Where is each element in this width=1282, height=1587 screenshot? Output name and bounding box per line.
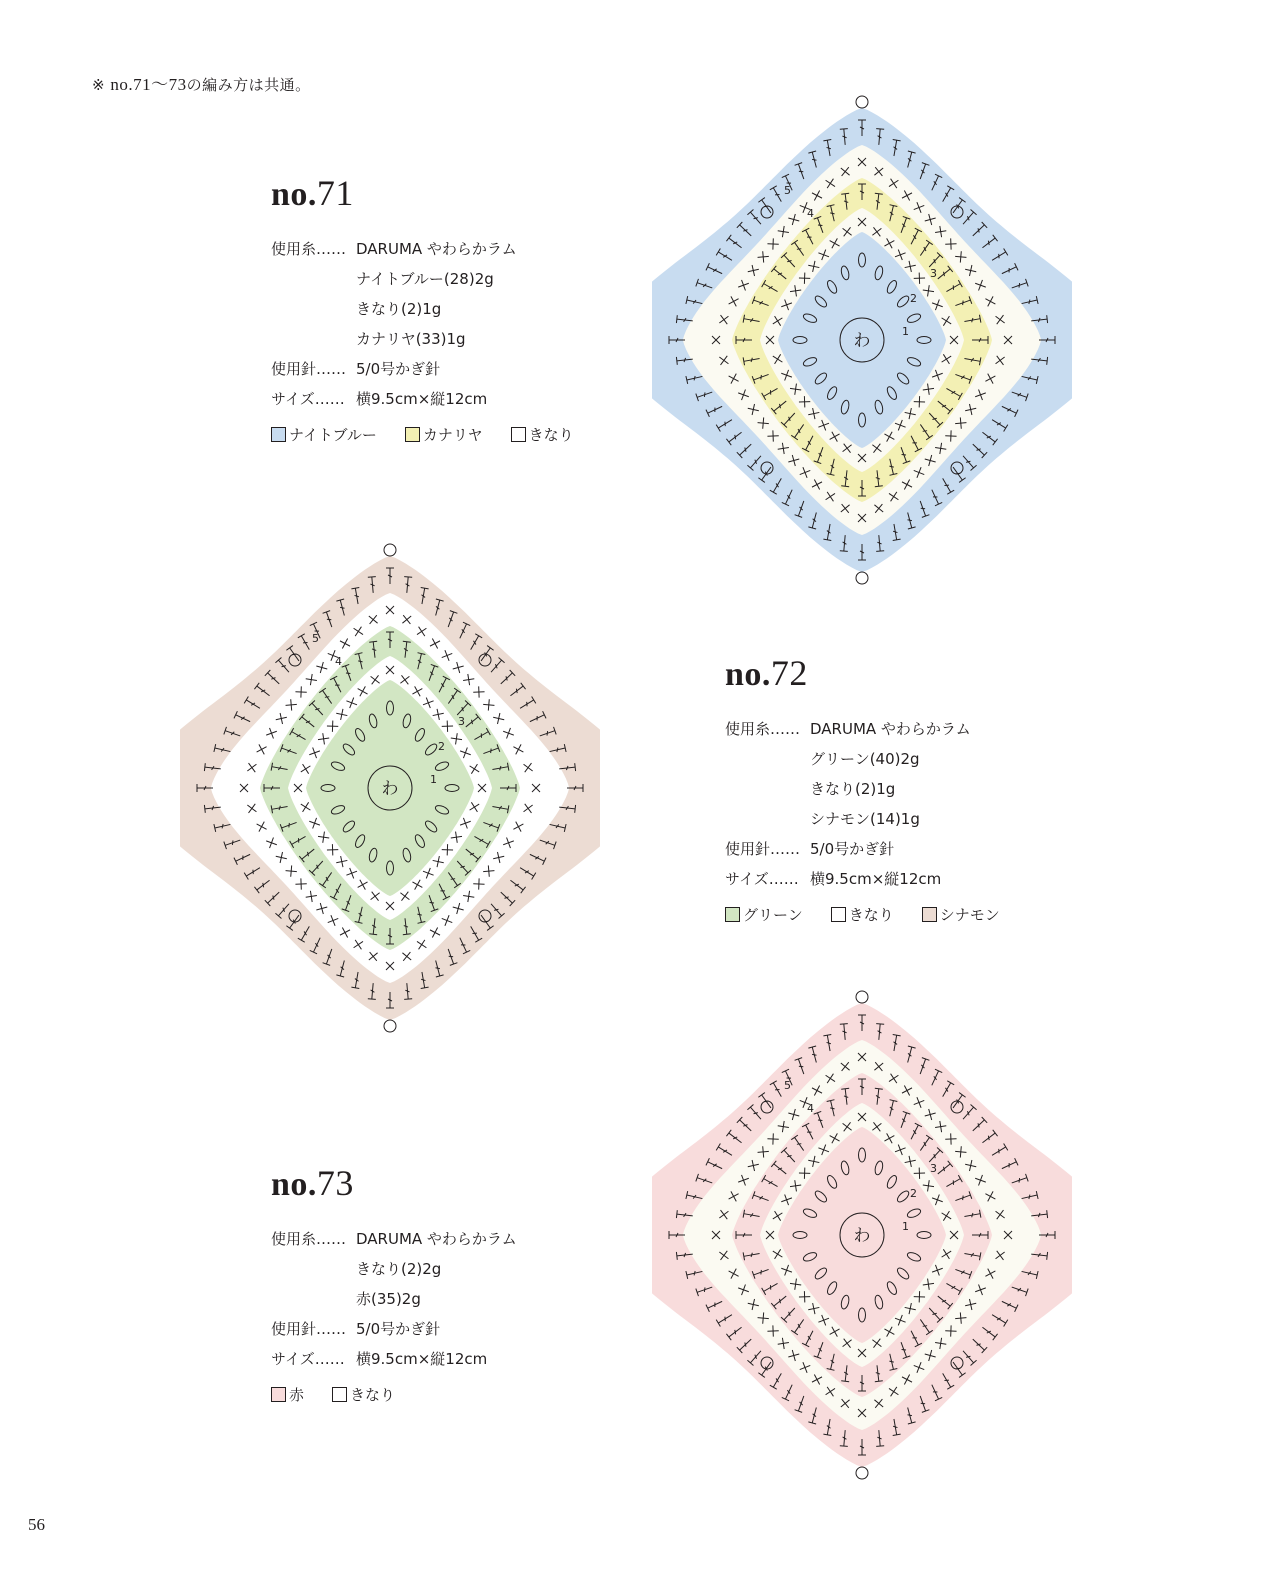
picot [384,1020,396,1032]
stitch-bar [404,999,412,1000]
color-legend [725,904,1028,925]
spec-row [271,1314,517,1344]
spec-row [271,1344,517,1374]
color-swatch [922,907,937,922]
spec-label [725,744,810,774]
color-swatch [271,1387,286,1402]
round-number-label: 1 [902,325,909,338]
round-number-label: 3 [930,267,937,280]
round-number-label: 2 [438,740,445,753]
spec-value: 横9.5cm×縦12cm [356,390,488,408]
crochet-diagram-72 [180,543,600,1033]
spec-label [271,294,356,324]
center-label: わ [853,331,871,351]
pattern-71-info [271,172,602,445]
spec-label [271,1254,356,1284]
spec-value: 5/0号かぎ針 [356,1320,441,1338]
color-swatch [831,907,846,922]
spec-row [271,1254,517,1284]
color-swatch [271,427,286,442]
spec-value: ナイトブルー(28)2g [356,270,494,288]
spec-label: 使用糸…… [271,240,347,258]
stitch-bar [840,1024,848,1025]
spec-row [725,864,1028,894]
spec-value: 横9.5cm×縦12cm [356,1350,488,1368]
spec-value: きなり(2)1g [810,780,896,798]
color-swatch [725,907,740,922]
round-number-label: 2 [910,292,917,305]
center-label: わ [381,779,399,799]
spec-label: 使用針…… [271,1320,347,1338]
stitch-bar [840,129,848,130]
spec-row [725,744,1028,774]
round-number-label: 3 [458,715,465,728]
pattern-title: no.72 [725,653,808,693]
spec-value: 5/0号かぎ針 [356,360,441,378]
spec-row [271,264,602,294]
diagram-group [180,544,600,1032]
legend-label: グリーン [743,906,803,924]
spec-value: 5/0号かぎ針 [810,840,895,858]
pattern-72-info [725,652,1028,925]
stitch-bar [404,577,412,578]
spec-label [725,774,810,804]
note-range: no.71～73 [110,75,187,94]
stitch-bar [840,1446,848,1447]
spec-label: 使用針…… [271,360,347,378]
spec-row [271,1284,517,1314]
spec-row [271,1224,517,1254]
spec-row [725,804,1028,834]
spec-row [725,834,1028,864]
spec-row [271,234,602,264]
spec-value: シナモン(14)1g [810,810,920,828]
spec-row [725,774,1028,804]
legend-label: シナモン [939,906,1000,924]
spec-label: 使用糸…… [271,1230,347,1248]
spec-label: サイズ…… [271,1350,345,1368]
legend-item [271,1384,304,1405]
picot [856,991,868,1003]
stitch-bar [840,551,848,552]
picot [856,1467,868,1479]
note-text: の編み方は共通。 [186,76,311,94]
round-number-label: 4 [335,655,342,668]
crochet-diagram-71 [652,95,1072,585]
spec-list [725,714,1028,894]
spec-label [271,264,356,294]
stitch-bar [368,577,376,578]
legend-item [271,424,377,445]
round-number-label: 1 [430,773,437,786]
stitch-bar [876,1024,884,1025]
spec-value: DARUMA やわらかラム [356,1230,517,1248]
legend-label: 赤 [289,1386,305,1404]
spec-row [271,384,602,414]
color-swatch [332,1387,347,1402]
page-number: 56 [28,1515,45,1534]
color-swatch [405,427,420,442]
spec-value: DARUMA やわらかラム [810,720,971,738]
legend-label: カナリヤ [422,426,483,444]
spec-label: 使用針…… [725,840,801,858]
legend-item [831,904,894,925]
spec-value: DARUMA やわらかラム [356,240,517,258]
spec-list [271,234,602,414]
round-number-label: 3 [930,1162,937,1175]
spec-row [271,354,602,384]
color-legend [271,1384,517,1405]
round-number-label: 5 [784,1079,791,1092]
pattern-note [92,70,311,95]
spec-value: 横9.5cm×縦12cm [810,870,942,888]
legend-label: ナイトブルー [289,426,377,444]
note-mark: ※ [92,76,106,94]
center-label: わ [853,1226,871,1246]
spec-row [725,714,1028,744]
spec-label: サイズ…… [271,390,345,408]
color-swatch [511,427,526,442]
legend-item [511,424,574,445]
legend-label: きなり [848,906,894,924]
round-number-label: 4 [807,1102,814,1115]
stitch-bar [876,551,884,552]
stitch-bar [876,1446,884,1447]
round-number-label: 5 [312,632,319,645]
spec-value: カナリヤ(33)1g [356,330,466,348]
picot [856,96,868,108]
pattern-title: no.71 [271,173,354,213]
spec-list [271,1224,517,1374]
spec-label: サイズ…… [725,870,799,888]
pattern-73-info [271,1162,517,1405]
spec-value: きなり(2)2g [356,1260,442,1278]
legend-item [725,904,803,925]
spec-row [271,324,602,354]
stitch-bar [876,129,884,130]
legend-label: きなり [350,1386,396,1404]
diagram-group [652,96,1072,584]
pattern-title: no.73 [271,1163,354,1203]
spec-value: 赤(35)2g [356,1290,421,1308]
diagram-group [652,991,1072,1479]
spec-row [271,294,602,324]
legend-item [332,1384,395,1405]
picot [856,572,868,584]
round-number-label: 1 [902,1220,909,1233]
spec-label [271,1284,356,1314]
spec-value: きなり(2)1g [356,300,442,318]
crochet-diagram-73 [652,990,1072,1480]
round-number-label: 5 [784,184,791,197]
legend-label: きなり [528,426,574,444]
picot [384,544,396,556]
color-legend [271,424,602,445]
stitch-bar [368,999,376,1000]
legend-item [405,424,483,445]
spec-label [725,804,810,834]
legend-item [922,904,1000,925]
round-number-label: 4 [807,207,814,220]
spec-value: グリーン(40)2g [810,750,920,768]
round-number-label: 2 [910,1187,917,1200]
spec-label [271,324,356,354]
spec-label: 使用糸…… [725,720,801,738]
